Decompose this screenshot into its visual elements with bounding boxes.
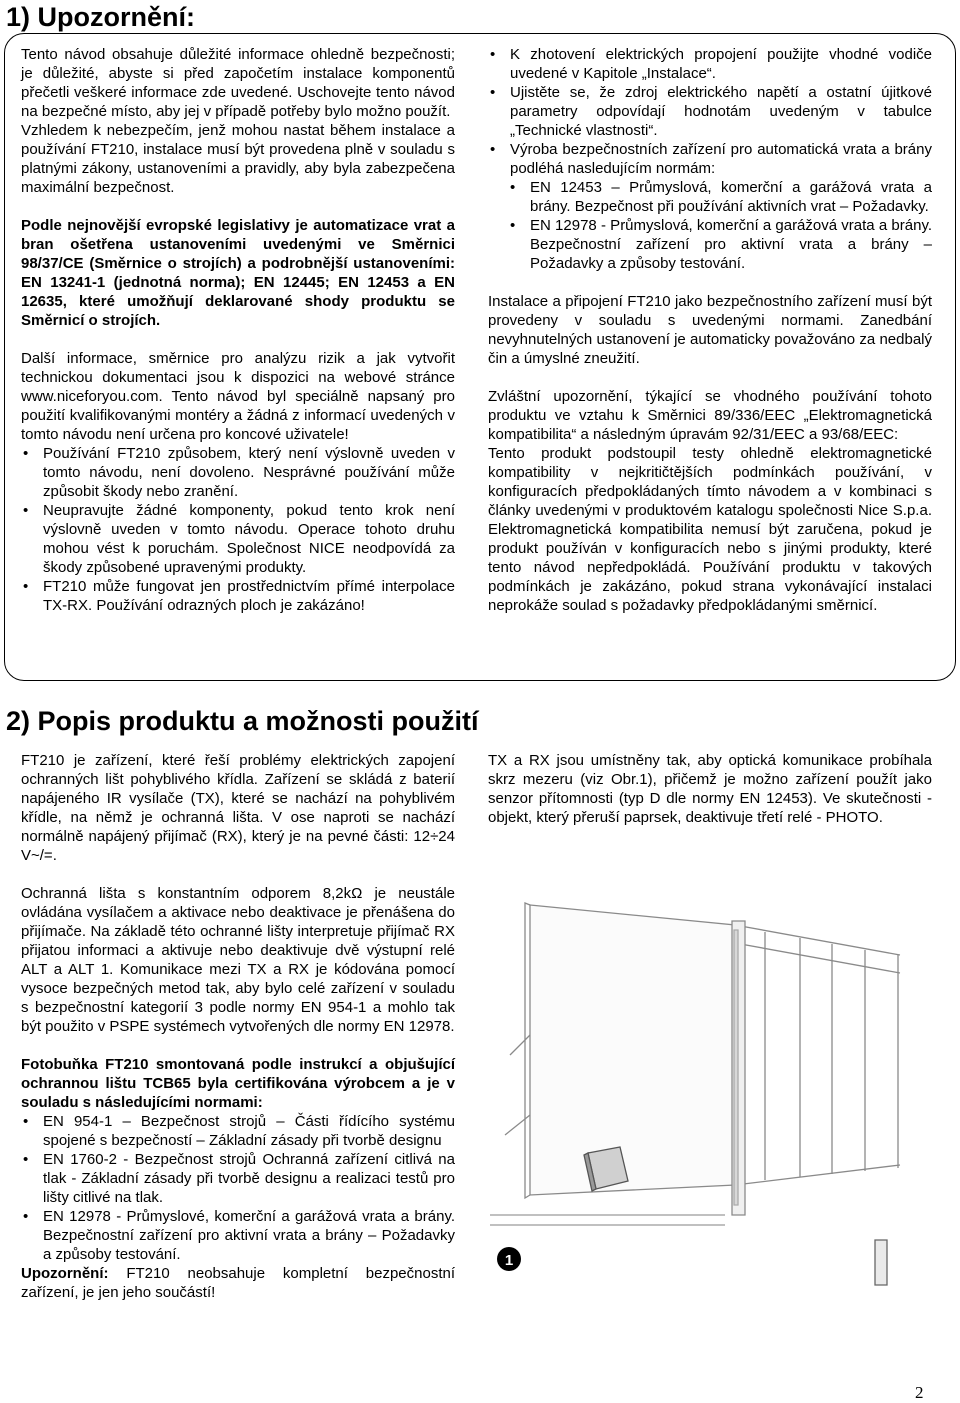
emc-details-paragraph: Tento produkt podstoupil testy ohledně elektromagnetické kompatibility v nejkritičtějších podmínkách používání, v konfiguracích předpokládaných tímto návodem a v kombinaci s články uvedenými v produktovém katalogu společnosti Nice S.p.a. Elektromagnetická kompatibilita nemusí být zaručena, pokud je produkt používán v konfiguracích nebo s jinými produkty, které tento návod nepředpokládá. Používání produktu v takových podmínkách je zakázáno, pokud strana vykonávající instalaci neprokáže soulad s požadavky předpokládanými směrnicí. — [488, 445, 932, 614]
list-item: • EN 12978 - Průmyslové, komerční a garážová vrata a brány. Bezpečnostní zařízení pro aktivní vrata a brány – Požadavky a způsoby testování. — [21, 1207, 455, 1264]
list-item: • EN 12978 - Průmyslová, komerční a garážová vrata a brány. Bezpečnostní zařízení pro aktivní vrata a brány – Požadavky a způsoby testování. — [488, 216, 932, 273]
gate-illustration — [470, 885, 950, 1295]
certification-bullet-list — [21, 1112, 455, 1264]
final-warning — [21, 1264, 455, 1302]
list-item: • EN 1760-2 - Bezpečnost strojů Ochranná zařízení citlivá na tlak - Základní zásady při tvorbě designu a realizaci testů pro lišty citlivé na tlak. — [21, 1150, 455, 1207]
warning-left-column — [21, 45, 455, 615]
list-item: • Používání FT210 způsobem, který není výslovně uveden v tomto návodu, není dovoleno. Nesprávné používání může způsobit škody nebo zranění. — [21, 444, 455, 501]
page-number: 2 — [915, 1383, 924, 1402]
description-paragraph: FT210 je zařízení, které řeší problémy elektrických zapojení ochranných lišt pohyblivého křídla. Zařízení se skládá z baterií napájeného IR vysílače (TX), které se nachází na pohyblivém křídle, na němž je ochranná lišta. V ose naproti se nachází normálně napájený přijímač (RX), který je na pevné části: 12÷24 V~/=. — [21, 752, 455, 864]
warning-paragraph: Vzhledem k nebezpečím, jenž mohou nastat během instalace a používání FT210, instalace musí být provedena plně v souladu s platnými zákony, ustanoveními a pravidly, aby byla zabezpečena maximální bezpečnost. — [21, 122, 455, 196]
list-item: • K zhotovení elektrických propojení použijte vhodné vodiče uvedené v Kapitole „Instalace“. — [488, 45, 932, 83]
norms-bullet-list — [488, 178, 932, 273]
requirements-bullet-list — [488, 45, 932, 178]
legislation-paragraph: Podle nejnovější evropské legislativy je automatizace vrat a bran ošetřena ustanoveními uvedenými ve Směrnici 98/37/CE (Směrnice o strojích) a podrobnější ustanoveními: EN 13241-1 (jednotná norma); EN 12445; EN 12453 a EN 12635, které umožňují deklarované shody produktu se Směrnicí o strojích. — [21, 217, 455, 329]
warning-text: FT210 neobsahuje kompletní bezpečnostní zařízení, je jen jeho součástí! — [21, 1265, 455, 1301]
description-paragraph: TX a RX jsou umístněny tak, aby optická komunikace probíhala skrz mezeru (viz Obr.1), přičemž je možno zařízení použít jako senzor přítomnosti (typ D dle normy EN 12453). Ve skutečnosti - objekt, který přeruší paprsek, deaktivuje třetí relé - PHOTO. — [488, 752, 932, 826]
warning-label: Upozornění: — [21, 1265, 109, 1282]
description-left-column — [21, 751, 455, 1302]
info-paragraph: Další informace, směrnice pro analýzu rizik a jak vytvořit technickou dokumentaci jsou k dispozici na webové stránce www.niceforyou.com. Tento návod byl speciálně napsaný pro použití kvalifikovanými montéry a žádná z informací uvedených v tomto návodu není určena pro koncové uživatele! — [21, 350, 455, 443]
list-item: • EN 12453 – Průmyslová, komerční a garážová vrata a brány. Bezpečnost při používání aktivních vrat – Požadavky. — [488, 178, 932, 216]
emc-notice-paragraph: Zvláštní upozornění, týkající se vhodného používání tohoto produktu ve vztahu k Směrnici 89/336/EEC „Elektromagnetická kompatibilita“ a následným úpravám 92/31/EEC a 93/68/EEC: — [488, 388, 932, 443]
certification-paragraph: Fotobuňka FT210 smontovaná podle instrukcí a objušující ochrannou lištu TCB65 byla certifikována výrobcem a je v souladu s následujícími normami: — [21, 1056, 455, 1111]
section-2-title: 2) Popis produktu a možnosti použití — [6, 706, 479, 736]
figure-label: 1 — [504, 1252, 514, 1269]
warning-paragraph: Tento návod obsahuje důležité informace ohledně bezpečnosti; je důležité, abyste si před započetím instalace komponentů přečetli veškeré informace zde uvedené. Uschovejte tento návod na bezpečné místo, aby jej v případě potřeby bylo možno použít. — [21, 46, 455, 120]
warning-bullet-list — [21, 444, 455, 615]
description-paragraph: Ochranná lišta s konstantním odporem 8,2kΩ je neustále ovládána vysílačem a aktivace nebo deaktivace je přenášena do přijímače. Na základě této ochranné lišty interpretuje přijímač RX přijatou informaci a aktivuje nebo deaktivuje dvě výstupní relé ALT a ALT 1. Komunikace mezi TX a RX je kódována pomocí vysoce bezpečných metod tak, aby bylo celé zařízení v souladu s bezpečnostní kategorií 3 podle normy EN 954-1 a mohlo tak být použito v PSPE systémech vytvořených dle normy EN 12978. — [21, 885, 455, 1035]
list-item: • FT210 může fungovat jen prostřednictvím přímé interpolace TX-RX. Používání odrazných ploch je zakázáno! — [21, 577, 455, 615]
warning-right-column — [488, 45, 932, 615]
list-item: • Neupravujte žádné komponenty, pokud tento krok není výslovně uveden v tomto návodu. Operace tohoto druhu mohou vést k poruchám. Společnost NICE neodpovídá za škody způsobené upravenými produkty. — [21, 501, 455, 577]
section-1-title: 1) Upozornění: — [6, 2, 195, 32]
list-item: • EN 954-1 – Bezpečnost strojů – Části řídícího systému spojené s bezpečností – Základní zásady při tvorbě designu — [21, 1112, 455, 1150]
description-right-column — [488, 751, 932, 827]
list-item: • Ujistěte se, že zdroj elektrického napětí a ostatní újitkové parametry odpovídají hodnotám uvedeným v tabulce „Technické vlastnosti“. — [488, 83, 932, 140]
list-item: • Výroba bezpečnostních zařízení pro automatická vrata a brány podléhá nasledujícím normám: — [488, 140, 932, 178]
installation-paragraph: Instalace a připojení FT210 jako bezpečnostního zařízení musí být provedeny v souladu s uvedenými normami. Zanedbání nevyhnutelných ustanovení je automaticky považováno za nedbalý čin a úmyslné zneužití. — [488, 293, 932, 367]
